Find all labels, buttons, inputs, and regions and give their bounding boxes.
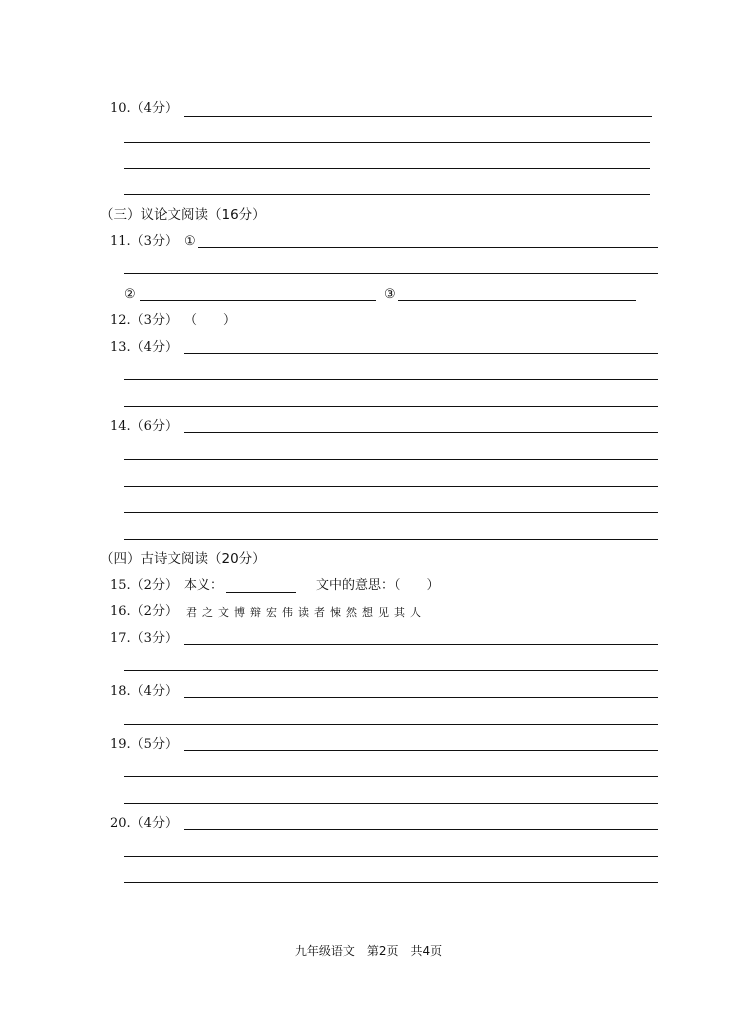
q11-answer-line-2[interactable] (124, 273, 658, 274)
q13-answer-line-3[interactable] (124, 406, 658, 407)
q14-answer-line-5[interactable] (124, 539, 658, 540)
q15-text-2: 文中的意思：（ ） (316, 578, 440, 593)
q19-answer-line-3[interactable] (124, 803, 658, 804)
q16-label: 16.（2分） (110, 604, 178, 619)
q12-answer-paren[interactable]: （ ） (184, 313, 237, 328)
q10-answer-line-2[interactable] (124, 142, 650, 143)
q15-answer-line[interactable] (226, 592, 296, 593)
q10-answer-line-1[interactable] (184, 116, 652, 117)
section-4-title: （四）古诗文阅读（20分） (100, 551, 266, 567)
q11-mark-1: ① (184, 234, 196, 249)
q15-text-1: 本义： (184, 578, 224, 593)
q11-mark-3: ③ (384, 287, 396, 302)
q19-answer-line-2[interactable] (124, 776, 658, 777)
q20-answer-line-3[interactable] (124, 882, 658, 883)
q19-answer-line-1[interactable] (184, 750, 658, 751)
q18-answer-line-2[interactable] (124, 724, 658, 725)
q11-answer-line-1[interactable] (198, 247, 658, 248)
q14-answer-line-3[interactable] (124, 486, 658, 487)
q20-answer-line-1[interactable] (184, 829, 658, 830)
q16-sentence[interactable]: 君之文博辩宏伟读者悚然想见其人 (186, 606, 426, 619)
q14-answer-line-2[interactable] (124, 459, 658, 460)
q13-answer-line-1[interactable] (184, 353, 658, 354)
q10-answer-line-3[interactable] (124, 168, 650, 169)
q14-answer-line-4[interactable] (124, 512, 658, 513)
q17-answer-line-1[interactable] (184, 644, 658, 645)
q14-label: 14.（6分） (110, 419, 178, 434)
q18-answer-line-1[interactable] (184, 697, 658, 698)
section-3-title: （三）议论文阅读（16分） (100, 207, 266, 223)
q10-answer-line-4[interactable] (124, 194, 650, 195)
q15-label: 15.（2分） (110, 578, 178, 593)
page-footer: 九年级语文 第2页 共4页 (294, 944, 443, 958)
q20-answer-line-2[interactable] (124, 856, 658, 857)
q13-label: 13.（4分） (110, 340, 178, 355)
q11-label: 11.（3分） (110, 234, 178, 249)
q14-answer-line-1[interactable] (184, 432, 658, 433)
q10-label: 10.（4分） (110, 101, 178, 116)
q13-answer-line-2[interactable] (124, 379, 658, 380)
q20-label: 20.（4分） (110, 816, 178, 831)
q11-mark-2: ② (124, 287, 136, 302)
q12-label: 12.（3分） (110, 313, 178, 328)
q19-label: 19.（5分） (110, 737, 178, 752)
q18-label: 18.（4分） (110, 684, 178, 699)
q11-answer-line-4[interactable] (398, 300, 636, 301)
q11-answer-line-3[interactable] (140, 300, 376, 301)
q17-label: 17.（3分） (110, 631, 178, 646)
q17-answer-line-2[interactable] (124, 670, 658, 671)
